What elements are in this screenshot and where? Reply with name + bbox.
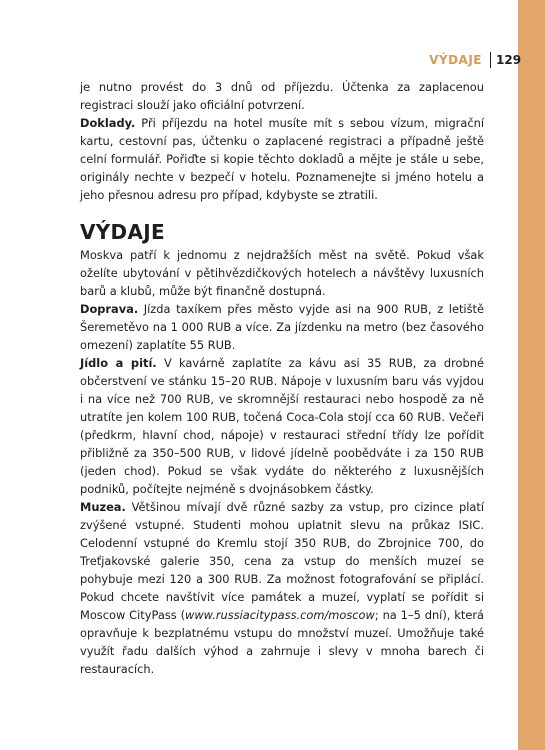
jidlo-lead: Jídlo a pití. [80,356,157,370]
doklady-paragraph [80,114,484,204]
doklady-text: Při příjezdu na hotel musíte mít s sebou vízum, migrační kartu, cestovní pas, účtenku o zaplacené registraci a případně ještě celní formulář. Pořiďte si kopie těchto dokladů a mějte je stále u sebe, originály nechte v bezpečí v hotelu. Poznamenejte si jméno hotelu a jeho přesnou adresu pro případ, kdybyste se ztratili. [80,116,484,202]
muzea-lead: Muzea. [80,500,126,514]
doprava-lead: Doprava. [80,302,139,316]
muzea-text-1: Většinou mívají dvě různé sazby za vstup, pro cizince platí zvýšené vstupné. Studenti mohou uplatnit slevu na průkaz ISIC. Celodenní vstupné do Kremlu stojí 350 RUB, do Zbrojnice 700, do Treťjakovské galerie 350, cena za vstup do menších muzeí se pohybuje mezi 120 a 300 RUB. Za možnost fotografování se připlácí. Pokud chcete navštívit více památek a muzeí, vyplatí se pořídit si Moscow CityPass ( [80,500,484,622]
doklady-lead: Doklady. [80,116,136,130]
chapter-side-tab [518,0,545,750]
header-divider [490,52,491,68]
intro-paragraph: je nutno provést do 3 dnů od příjezdu. Účtenka za zaplacenou registraci slouží jako oficiální potvrzení. [80,80,484,112]
section-intro-paragraph: Moskva patří k jednomu z nejdražších měst na světě. Pokud však oželíte ubytování v pětihvězdičkových hotelech a návštěvy luxusních barů a klubů, může být finančně dostupná. [80,248,484,298]
page-number: 129 [496,53,522,67]
jidlo-paragraph [80,354,484,498]
doprava-text: Jízda taxíkem přes město vyjde asi na 900 RUB, z letiště Šeremetěvo na 1 000 RUB a více. Za jízdenku na metro (bez časového omezení) zaplatíte 55 RUB. [80,302,484,352]
doprava-paragraph [80,300,484,354]
section-title: VÝDAJE [80,220,165,244]
muzea-paragraph [80,498,484,678]
page-content [80,78,484,678]
citypass-link: www.russiacitypass.com/moscow [185,608,375,622]
running-title: VÝDAJE [429,53,482,67]
jidlo-text: V kavárně zaplatíte za kávu asi 35 RUB, za drobné občerstvení ve stánku 15–20 RUB. Nápoje v luxusním baru vás vyjdou i na více než 700 RUB, ve skromnější restauraci nebo hospodě za ně utratíte jen kolem 100 RUB, točená Coca-Cola stojí cca 60 RUB. Večeři (předkrm, hlavní chod, nápoje) v restauraci střední třídy lze pořídit přibližně za 350–500 RUB, v lidové jídelně poobědváte i za 150 RUB (jeden chod). Pokud se však vydáte do některého z luxusnějších podniků, počítejte nejméně s dvojnásobkem částky. [80,356,484,496]
muzea-text-2: ; na 1–5 dní), která opravňuje k bezplatnému vstupu do množství muzeí. Umožňuje také využít řadu dalších výhod a zahrnuje i slevy v mnoha barech či restauracích. [80,608,485,676]
